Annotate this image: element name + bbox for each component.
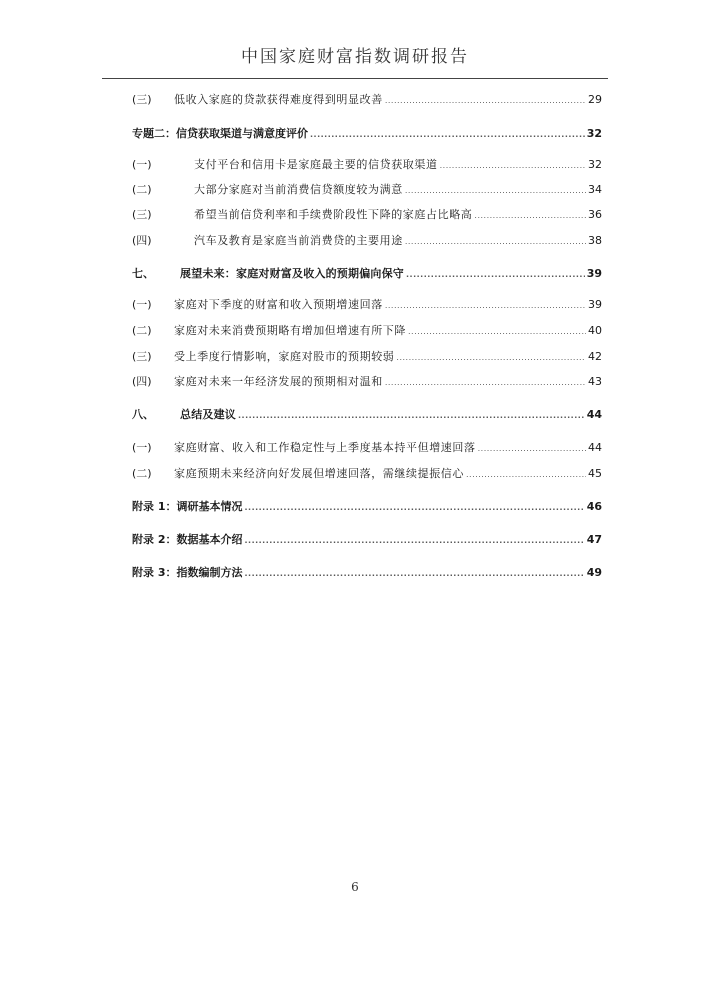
toc-entry[interactable]	[132, 467, 602, 482]
toc-entry-title: 希望当前信贷利率和手续费阶段性下降的家庭占比略高	[194, 208, 473, 221]
toc-leader-dots	[244, 534, 584, 548]
toc-leader-dots	[474, 209, 586, 223]
toc-entry-page: 32	[586, 127, 602, 140]
toc-entry-number: 八、	[132, 408, 154, 421]
toc-entry-page: 40	[588, 324, 602, 337]
toc-entry-title: 支付平台和信用卡是家庭最主要的信贷获取渠道	[194, 158, 438, 171]
toc-leader-dots	[478, 442, 586, 456]
toc-entry-title: 附录 1：调研基本情况	[132, 500, 243, 513]
toc-entry-title: 大部分家庭对当前消费信贷额度较为满意	[194, 183, 403, 196]
toc-leader-dots	[440, 159, 586, 173]
toc-entry[interactable]	[132, 158, 602, 173]
toc-leader-dots	[238, 409, 585, 423]
toc-entry[interactable]	[132, 500, 602, 515]
toc-entry-page: 44	[586, 408, 602, 421]
toc-entry-page: 47	[586, 533, 602, 546]
toc-entry[interactable]	[132, 441, 602, 456]
toc-entry-number: (四)	[132, 375, 152, 388]
toc-entry-page: 49	[586, 566, 602, 579]
toc-leader-dots	[466, 468, 586, 482]
toc-entry-page: 29	[588, 93, 602, 106]
toc-entry-number: (二)	[132, 183, 152, 196]
toc-entry[interactable]	[132, 183, 602, 198]
toc-entry-title: 总结及建议	[180, 408, 236, 421]
toc-entry-page: 36	[588, 208, 602, 221]
toc-leader-dots	[408, 325, 586, 339]
toc-leader-dots	[244, 567, 584, 581]
toc-entry-page: 46	[586, 500, 602, 513]
toc-entry-number: (三)	[132, 208, 152, 221]
toc-entry[interactable]	[132, 375, 602, 390]
toc-entry-page: 39	[586, 267, 602, 280]
toc-entry-number: (一)	[132, 298, 152, 311]
toc-leader-dots	[385, 376, 586, 390]
toc-entry-page: 34	[588, 183, 602, 196]
toc-leader-dots	[396, 351, 586, 365]
toc-entry-page: 42	[588, 350, 602, 363]
toc-entry-page: 43	[588, 375, 602, 388]
toc-entry-number: (二)	[132, 324, 152, 337]
toc-entry[interactable]	[132, 350, 602, 365]
toc-entry-title: 家庭对未来一年经济发展的预期相对温和	[174, 375, 383, 388]
toc-leader-dots	[310, 128, 585, 142]
toc-leader-dots	[244, 501, 584, 515]
toc-entry-title: 专题二：信贷获取渠道与满意度评价	[132, 127, 308, 140]
toc-entry[interactable]	[132, 234, 602, 249]
toc-entry-title: 汽车及教育是家庭当前消费贷的主要用途	[194, 234, 403, 247]
toc-entry-title: 家庭对下季度的财富和收入预期增速回落	[174, 298, 383, 311]
toc-entry-title: 附录 2：数据基本介绍	[132, 533, 243, 546]
toc-entry-page: 39	[588, 298, 602, 311]
toc-entry[interactable]	[132, 298, 602, 313]
toc-entry-number: (三)	[132, 93, 152, 106]
toc-entry[interactable]	[132, 267, 602, 282]
toc-entry-page: 45	[588, 467, 602, 480]
toc-leader-dots	[405, 184, 586, 198]
toc-leader-dots	[385, 94, 586, 108]
toc-entry-page: 38	[588, 234, 602, 247]
toc-leader-dots	[406, 268, 585, 282]
toc-entry[interactable]	[132, 408, 602, 423]
toc-entry-title: 家庭预期未来经济向好发展但增速回落，需继续提振信心	[174, 467, 464, 480]
toc-entry-page: 44	[588, 441, 602, 454]
toc-entry[interactable]	[132, 127, 602, 142]
toc-entry-page: 32	[588, 158, 602, 171]
toc-entry-number: (三)	[132, 350, 152, 363]
toc-entry-title: 家庭财富、收入和工作稳定性与上季度基本持平但增速回落	[174, 441, 476, 454]
toc-entry-title: 家庭对未来消费预期略有增加但增速有所下降	[174, 324, 406, 337]
toc-entry-number: (四)	[132, 234, 152, 247]
toc-leader-dots	[405, 235, 586, 249]
toc-entry-number: 七、	[132, 267, 154, 280]
toc-entry-number: (一)	[132, 158, 152, 171]
toc-entry[interactable]	[132, 533, 602, 548]
toc-entry-title: 附录 3：指数编制方法	[132, 566, 243, 579]
toc-entry-number: (二)	[132, 467, 152, 480]
toc-entry-title: 展望未来：家庭对财富及收入的预期偏向保守	[180, 267, 404, 280]
toc-leader-dots	[385, 299, 586, 313]
page-number: 6	[351, 880, 359, 894]
toc-entry-title: 受上季度行情影响，家庭对股市的预期较弱	[174, 350, 395, 363]
toc-entry[interactable]	[132, 208, 602, 223]
toc-entry[interactable]	[132, 324, 602, 339]
toc-entry[interactable]	[132, 93, 602, 108]
running-header: 中国家庭财富指数调研报告	[241, 47, 469, 67]
toc-entry-number: (一)	[132, 441, 152, 454]
toc-entry[interactable]	[132, 566, 602, 581]
toc-entry-title: 低收入家庭的贷款获得难度得到明显改善	[174, 93, 383, 106]
